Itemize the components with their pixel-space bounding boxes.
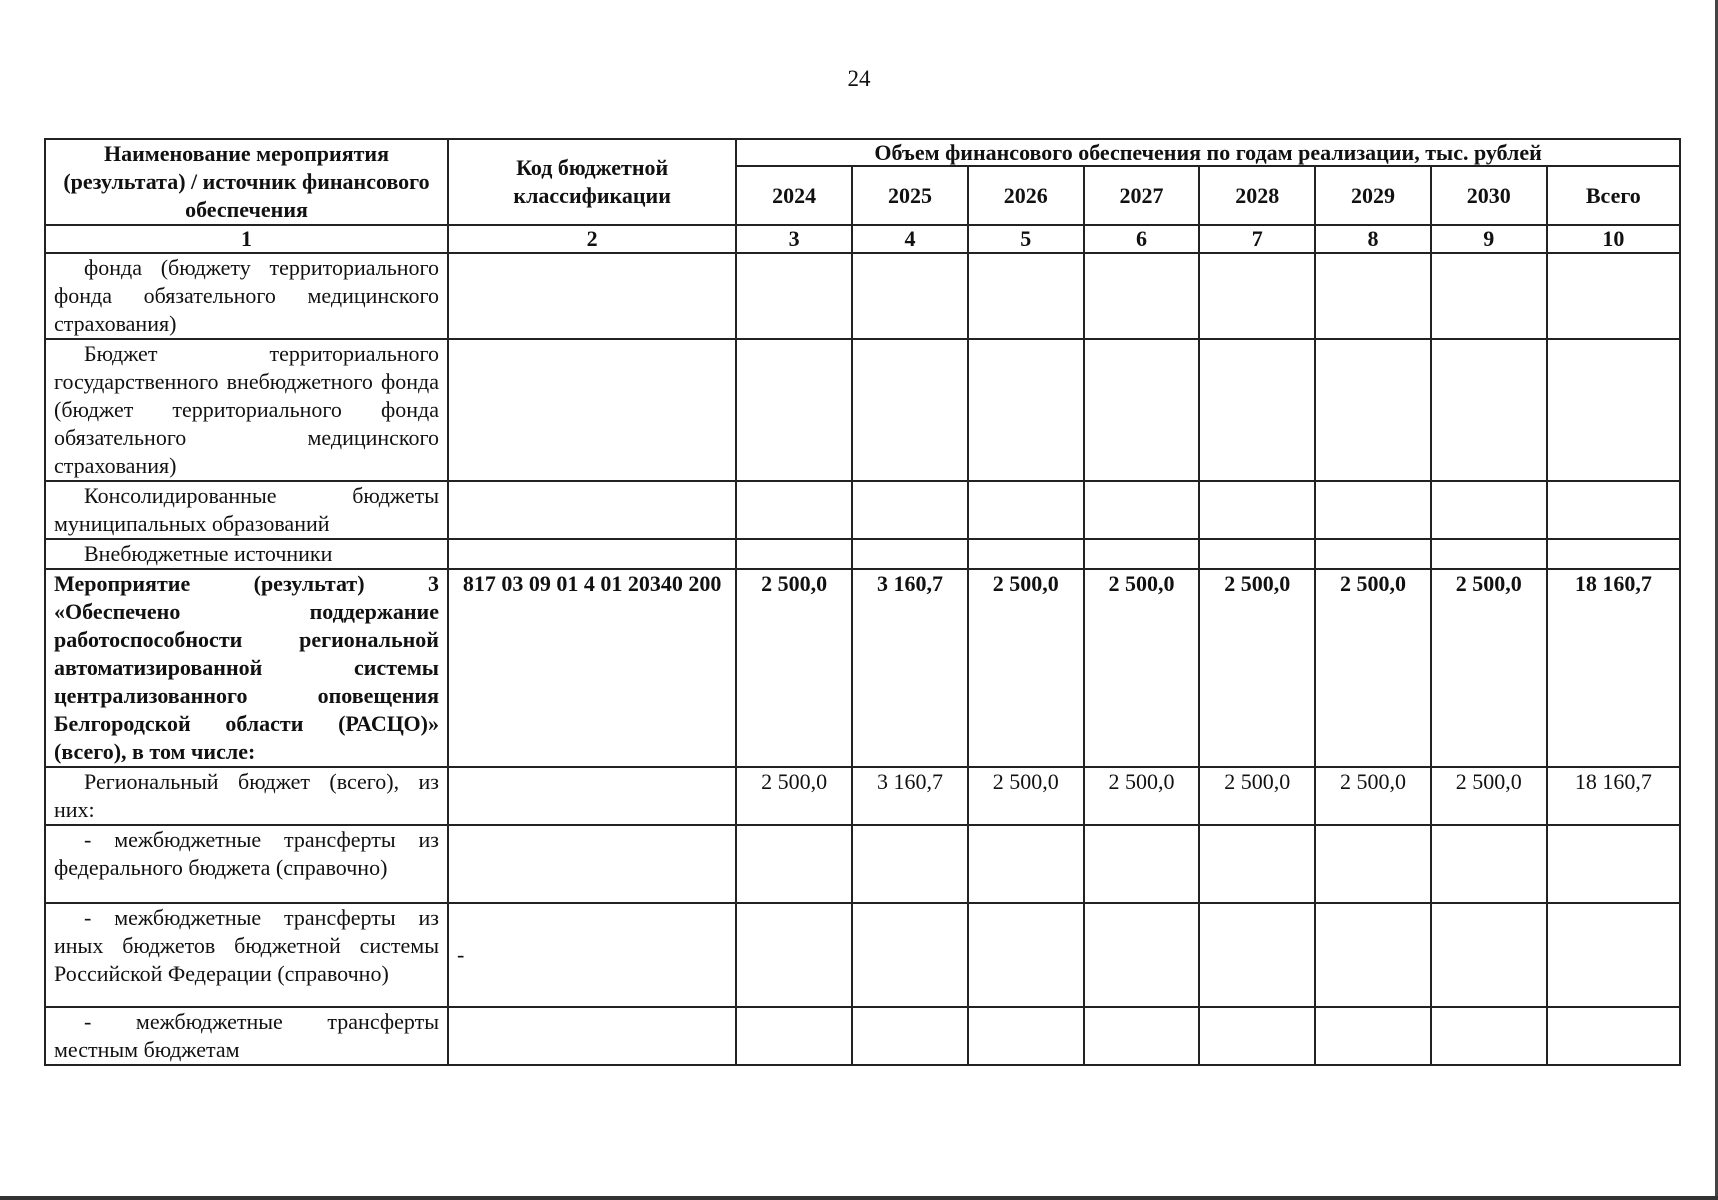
row-value — [968, 253, 1084, 339]
header-year: 2028 — [1199, 166, 1315, 225]
column-number: 4 — [852, 225, 968, 253]
header-year: 2024 — [736, 166, 852, 225]
row-name: Внебюджетные источники — [45, 539, 448, 569]
row-value: 2 500,0 — [1431, 767, 1547, 825]
row-code — [448, 253, 736, 339]
row-value — [1315, 253, 1431, 339]
row-value: 2 500,0 — [1315, 767, 1431, 825]
row-name: - межбюджетные трансферты из федерального бюджета (справочно) — [45, 825, 448, 903]
row-value — [1547, 253, 1680, 339]
row-value — [1199, 1007, 1315, 1065]
row-value — [968, 1007, 1084, 1065]
scan-edge-bottom — [0, 1196, 1718, 1200]
table-row — [45, 825, 1680, 903]
row-value: 18 160,7 — [1547, 569, 1680, 767]
row-value — [852, 1007, 968, 1065]
table-row — [45, 339, 1680, 481]
table-row — [45, 253, 1680, 339]
header-year: 2027 — [1084, 166, 1200, 225]
row-value — [1547, 481, 1680, 539]
header-year: 2025 — [852, 166, 968, 225]
row-value: 2 500,0 — [1315, 569, 1431, 767]
row-value — [968, 903, 1084, 1007]
row-value — [1431, 903, 1547, 1007]
header-year: 2026 — [968, 166, 1084, 225]
row-value — [736, 825, 852, 903]
row-value — [1431, 539, 1547, 569]
row-value: 2 500,0 — [1084, 569, 1200, 767]
row-code — [448, 825, 736, 903]
row-code: 817 03 09 01 4 01 20340 200 — [448, 569, 736, 767]
column-number: 2 — [448, 225, 736, 253]
header-year: 2029 — [1315, 166, 1431, 225]
row-value — [1315, 903, 1431, 1007]
column-number: 8 — [1315, 225, 1431, 253]
row-value — [968, 481, 1084, 539]
column-number: 7 — [1199, 225, 1315, 253]
row-value — [1199, 825, 1315, 903]
header-name: Наименование мероприятия (результата) / источник финансового обеспечения — [45, 139, 448, 225]
header-year: Всего — [1547, 166, 1680, 225]
row-value — [1084, 1007, 1200, 1065]
row-value: 2 500,0 — [736, 569, 852, 767]
row-value — [736, 903, 852, 1007]
row-code — [448, 539, 736, 569]
row-value — [1431, 481, 1547, 539]
table-body — [45, 253, 1680, 1065]
row-value — [852, 339, 968, 481]
row-value — [1199, 481, 1315, 539]
row-value — [1084, 539, 1200, 569]
row-value — [1431, 1007, 1547, 1065]
row-value — [1084, 339, 1200, 481]
row-value — [736, 1007, 852, 1065]
row-value — [1315, 1007, 1431, 1065]
table-row — [45, 481, 1680, 539]
row-value — [968, 539, 1084, 569]
row-value — [852, 481, 968, 539]
header-code: Код бюджетной классификации — [448, 139, 736, 225]
row-value — [1547, 903, 1680, 1007]
row-value: 3 160,7 — [852, 569, 968, 767]
row-value — [1199, 253, 1315, 339]
row-value — [1315, 339, 1431, 481]
row-value — [852, 903, 968, 1007]
row-value: 3 160,7 — [852, 767, 968, 825]
row-value — [968, 825, 1084, 903]
row-value — [1547, 539, 1680, 569]
row-value — [1431, 825, 1547, 903]
row-name: Региональный бюджет (всего), из них: — [45, 767, 448, 825]
header-volume: Объем финансового обеспечения по годам реализации, тыс. рублей — [736, 139, 1680, 166]
table-header — [45, 139, 1680, 253]
header-year: 2030 — [1431, 166, 1547, 225]
row-value: 2 500,0 — [1431, 569, 1547, 767]
row-value — [1547, 1007, 1680, 1065]
row-value: 2 500,0 — [736, 767, 852, 825]
row-value — [1199, 539, 1315, 569]
column-number: 9 — [1431, 225, 1547, 253]
row-value — [1431, 339, 1547, 481]
row-value — [968, 339, 1084, 481]
row-value — [736, 481, 852, 539]
row-code — [448, 1007, 736, 1065]
row-value — [1084, 903, 1200, 1007]
row-value — [1315, 825, 1431, 903]
row-value — [1431, 253, 1547, 339]
row-name: фонда (бюджету территориального фонда обязательного медицинского страхования) — [45, 253, 448, 339]
row-value — [1547, 825, 1680, 903]
row-name: Бюджет территориального государственного внебюджетного фонда (бюджет территориального фонда обязательного медицинского страхования) — [45, 339, 448, 481]
row-value — [1547, 339, 1680, 481]
row-value — [1315, 481, 1431, 539]
row-code: - — [448, 903, 736, 1007]
row-value: 2 500,0 — [968, 767, 1084, 825]
row-value — [736, 253, 852, 339]
table-row — [45, 767, 1680, 825]
row-name: - межбюджетные трансферты местным бюджетам — [45, 1007, 448, 1065]
row-name: Мероприятие (результат) 3 «Обеспечено поддержание работоспособности региональной автоматизированной системы централизованного оповещения Белгородской области (РАСЦО)» (всего), в том числе: — [45, 569, 448, 767]
row-value — [1084, 825, 1200, 903]
row-value — [736, 539, 852, 569]
column-number: 3 — [736, 225, 852, 253]
table-row — [45, 569, 1680, 767]
column-number: 1 — [45, 225, 448, 253]
column-number: 5 — [968, 225, 1084, 253]
row-value — [736, 339, 852, 481]
row-value — [1315, 539, 1431, 569]
row-name: - межбюджетные трансферты из иных бюджетов бюджетной системы Российской Федерации (справочно) — [45, 903, 448, 1007]
row-value: 2 500,0 — [1199, 569, 1315, 767]
row-value: 18 160,7 — [1547, 767, 1680, 825]
column-number: 6 — [1084, 225, 1200, 253]
row-value — [1084, 481, 1200, 539]
column-number: 10 — [1547, 225, 1680, 253]
row-value — [1199, 339, 1315, 481]
row-value: 2 500,0 — [968, 569, 1084, 767]
row-value: 2 500,0 — [1199, 767, 1315, 825]
row-value — [1084, 253, 1200, 339]
table-row — [45, 903, 1680, 1007]
row-value — [1199, 903, 1315, 1007]
row-name: Консолидированные бюджеты муниципальных образований — [45, 481, 448, 539]
row-code — [448, 339, 736, 481]
table-row — [45, 539, 1680, 569]
table-row — [45, 1007, 1680, 1065]
row-code — [448, 767, 736, 825]
row-value — [852, 253, 968, 339]
row-code — [448, 481, 736, 539]
row-value: 2 500,0 — [1084, 767, 1200, 825]
row-value — [852, 825, 968, 903]
row-value — [852, 539, 968, 569]
page-number: 24 — [847, 66, 871, 91]
budget-table — [44, 138, 1681, 1066]
